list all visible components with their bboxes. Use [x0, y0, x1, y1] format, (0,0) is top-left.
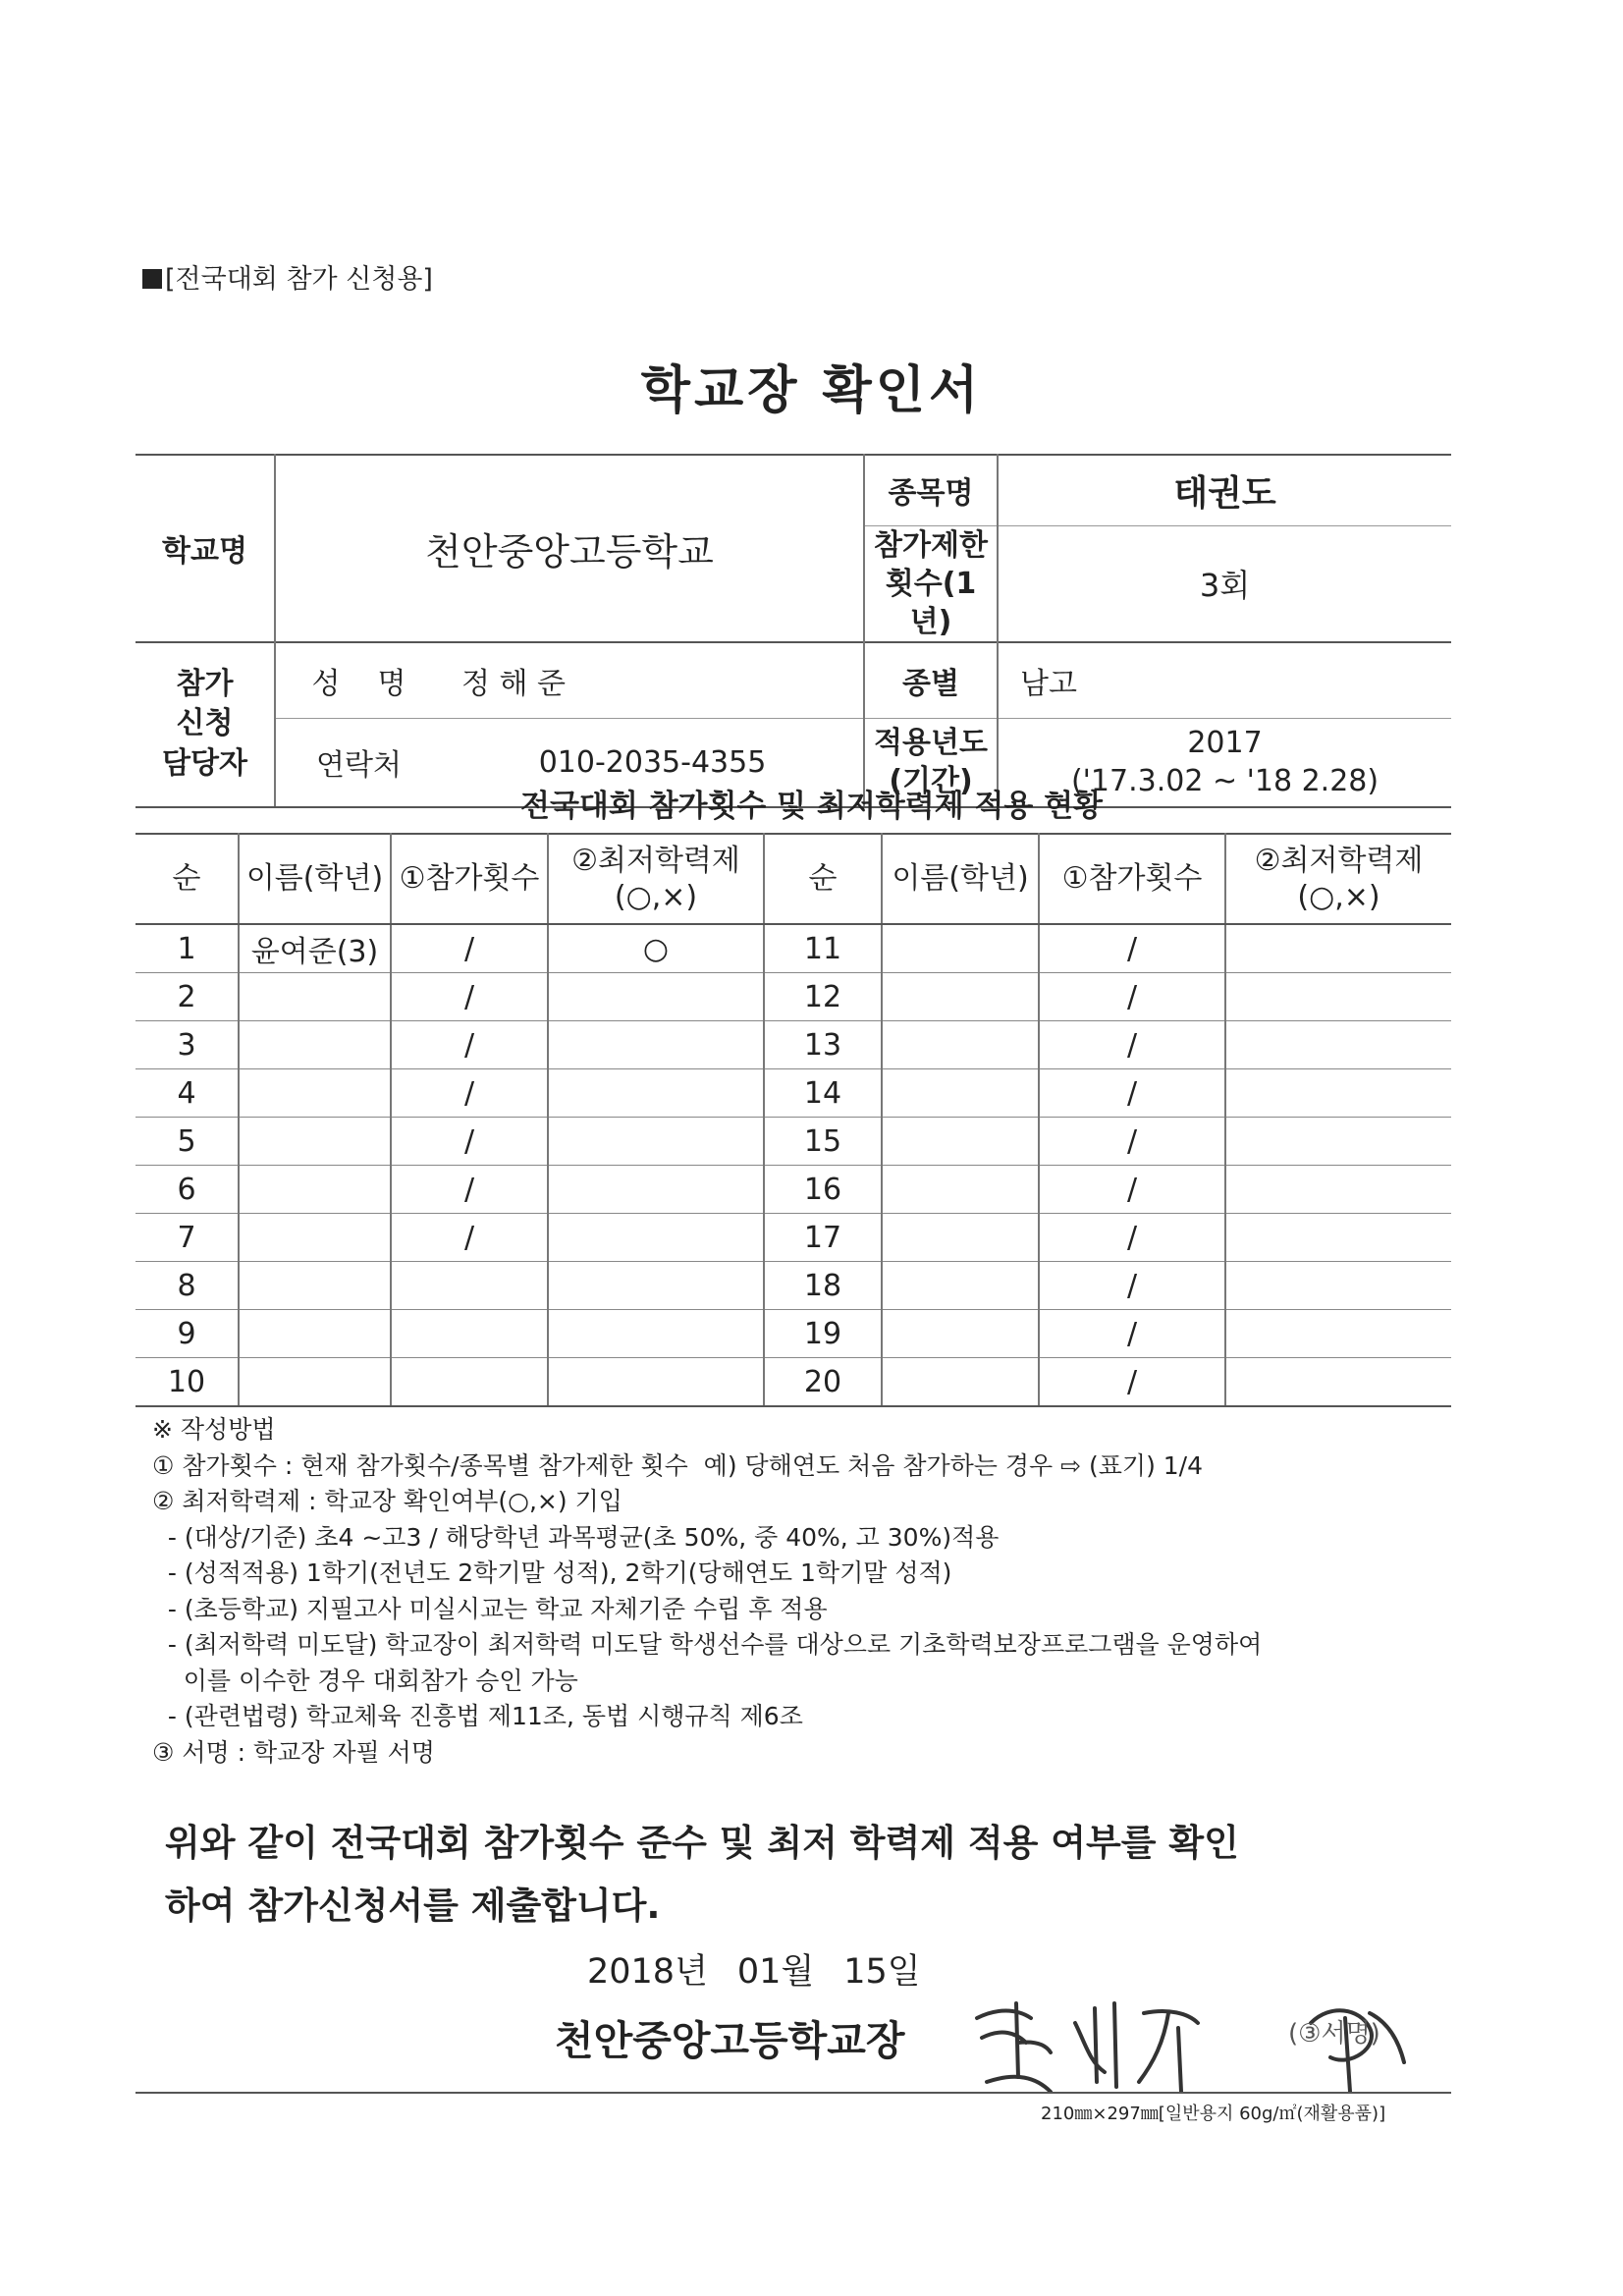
row-name	[239, 1310, 391, 1358]
row-min	[548, 973, 764, 1021]
row-min	[548, 1166, 764, 1214]
row-name	[882, 924, 1039, 973]
row-no: 4	[135, 1069, 239, 1118]
page-title: 학교장 확인서	[640, 361, 983, 420]
row-min	[1225, 1069, 1451, 1118]
row-count	[391, 1358, 548, 1407]
row-count: /	[391, 924, 548, 973]
row-count: /	[391, 1118, 548, 1166]
row-name	[882, 973, 1039, 1021]
school-label: 학교명	[135, 455, 275, 642]
status-table-body	[135, 924, 1451, 1406]
row-no: 18	[764, 1262, 882, 1310]
name-value: 정 해 준	[442, 642, 864, 719]
table-row	[135, 1310, 1451, 1358]
form-tag	[142, 257, 433, 296]
note-line: - (관련법령) 학교체육 진흥법 제11조, 동법 시행규칙 제6조	[152, 1702, 803, 1730]
row-name	[882, 1358, 1039, 1407]
table-row	[135, 973, 1451, 1021]
row-no: 20	[764, 1358, 882, 1407]
submission-date: 2018년 01월 15일	[587, 1952, 921, 1992]
table-row	[135, 1166, 1451, 1214]
event-label: 종목명	[864, 455, 998, 525]
row-no: 12	[764, 973, 882, 1021]
row-min	[548, 1310, 764, 1358]
row-no: 8	[135, 1262, 239, 1310]
row-name	[239, 1021, 391, 1069]
row-no: 3	[135, 1021, 239, 1069]
year-label: 적용년도 (기간)	[864, 719, 998, 807]
row-min	[1225, 1358, 1451, 1407]
header-name: 이름(학년)	[882, 834, 1039, 924]
row-count	[391, 1262, 548, 1310]
row-count: /	[1039, 1214, 1225, 1262]
row-count: /	[1039, 1358, 1225, 1407]
row-count: /	[1039, 924, 1225, 973]
row-count: /	[391, 1166, 548, 1214]
row-count: /	[1039, 1262, 1225, 1310]
row-min	[1225, 924, 1451, 973]
row-count: /	[391, 973, 548, 1021]
row-name	[239, 1214, 391, 1262]
row-no: 1	[135, 924, 239, 973]
row-min	[1225, 1021, 1451, 1069]
row-name	[882, 1069, 1039, 1118]
row-name	[239, 1262, 391, 1310]
limit-label: 참가제한 횟수(1년)	[864, 525, 998, 642]
row-min: ○	[548, 924, 764, 973]
row-no: 11	[764, 924, 882, 973]
bottom-divider	[135, 2092, 1451, 2094]
row-no: 10	[135, 1358, 239, 1407]
category-label: 종별	[864, 642, 998, 719]
table-row	[135, 1021, 1451, 1069]
school-value: 천안중앙고등학교	[275, 455, 864, 642]
limit-value: 3회	[998, 525, 1451, 642]
square-bullet-icon	[142, 269, 162, 289]
table-row	[135, 1358, 1451, 1407]
header-name: 이름(학년)	[239, 834, 391, 924]
year-value: 2017 ('17.3.02 ~ '18 2.28)	[998, 719, 1451, 807]
row-name	[239, 1166, 391, 1214]
period-value: ('17.3.02 ~ '18 2.28)	[1070, 764, 1380, 799]
note-line: 이를 이수한 경우 대회참가 승인 가능	[152, 1666, 578, 1695]
status-subtitle: 전국대회 참가횟수 및 최저학력제 적용 현황	[520, 789, 1103, 824]
row-name	[239, 973, 391, 1021]
row-no: 7	[135, 1214, 239, 1262]
row-min	[1225, 1262, 1451, 1310]
contact-label: 연락처	[275, 719, 442, 807]
row-count: /	[1039, 1310, 1225, 1358]
header-min: ②최저학력제 (○,×)	[548, 834, 764, 924]
category-value: 남고	[998, 642, 1451, 719]
table-row	[135, 1069, 1451, 1118]
row-count: /	[1039, 1021, 1225, 1069]
principal-title: 천안중앙고등학교장	[555, 2017, 905, 2064]
note-line: - (최저학력 미도달) 학교장이 최저학력 미도달 학생선수를 대상으로 기초학력보장프로그램을 운영하여	[152, 1630, 1263, 1659]
row-min	[1225, 1310, 1451, 1358]
row-no: 15	[764, 1118, 882, 1166]
row-min	[1225, 1214, 1451, 1262]
table-row	[135, 1214, 1451, 1262]
row-name	[239, 1358, 391, 1407]
row-min	[548, 1118, 764, 1166]
row-count: /	[391, 1021, 548, 1069]
row-no: 19	[764, 1310, 882, 1358]
row-count: /	[1039, 973, 1225, 1021]
name-label: 성 명	[275, 642, 442, 719]
contact-value: 010-2035-4355	[442, 719, 864, 807]
note-line: ② 최저학력제 : 학교장 확인여부(○,×) 기입	[152, 1487, 622, 1515]
header-count: ①참가횟수	[1039, 834, 1225, 924]
signature-mark: (③서명)	[1288, 2019, 1380, 2049]
table-row	[135, 1262, 1451, 1310]
row-no: 2	[135, 973, 239, 1021]
note-line: ① 참가횟수 : 현재 참가횟수/종목별 참가제한 횟수 예) 당해연도 처음 참가하는 경우 ⇨ (표기) 1/4	[152, 1450, 1204, 1480]
row-name	[882, 1118, 1039, 1166]
note-line: ※ 작성방법	[152, 1415, 276, 1444]
row-no: 14	[764, 1069, 882, 1118]
row-min	[548, 1214, 764, 1262]
table-row	[135, 1118, 1451, 1166]
row-name	[239, 1118, 391, 1166]
applicant-label: 참가 신청 담당자	[135, 642, 275, 807]
row-min	[548, 1021, 764, 1069]
header-no: 순	[764, 834, 882, 924]
row-min	[548, 1358, 764, 1407]
writing-instructions	[152, 1412, 1262, 1771]
header-min: ②최저학력제 (○,×)	[1225, 834, 1451, 924]
row-min	[1225, 973, 1451, 1021]
row-min	[548, 1069, 764, 1118]
row-no: 17	[764, 1214, 882, 1262]
row-name	[239, 1069, 391, 1118]
row-min	[548, 1262, 764, 1310]
row-min	[1225, 1166, 1451, 1214]
row-name	[882, 1310, 1039, 1358]
table-row	[135, 924, 1451, 973]
row-no: 6	[135, 1166, 239, 1214]
header-count: ①참가횟수	[391, 834, 548, 924]
form-tag-text: [전국대회 참가 신청용]	[165, 264, 433, 295]
row-count: /	[391, 1214, 548, 1262]
paper-spec: 210㎜×297㎜[일반용지 60g/㎡(재활용품)]	[1041, 2104, 1386, 2124]
row-count: /	[1039, 1069, 1225, 1118]
header-no: 순	[135, 834, 239, 924]
note-line: - (대상/기준) 초4 ~고3 / 해당학년 과목평균(초 50%, 중 40%, 고 30%)적용	[152, 1522, 1000, 1552]
row-count	[391, 1310, 548, 1358]
row-name	[882, 1214, 1039, 1262]
row-name	[882, 1166, 1039, 1214]
row-no: 5	[135, 1118, 239, 1166]
status-table	[135, 833, 1451, 1407]
row-no: 9	[135, 1310, 239, 1358]
row-no: 13	[764, 1021, 882, 1069]
note-line: - (성적적용) 1학기(전년도 2학기말 성적), 2학기(당해연도 1학기말 성적)	[152, 1558, 952, 1587]
confirmation-text: 위와 같이 전국대회 참가횟수 준수 및 최저 학력제 적용 여부를 확인 하여 참가신청서를 제출합니다.	[165, 1822, 1239, 1927]
row-count: /	[1039, 1166, 1225, 1214]
event-value: 태권도	[998, 455, 1451, 525]
row-count: /	[1039, 1118, 1225, 1166]
row-name	[882, 1021, 1039, 1069]
row-name: 윤여준(3)	[239, 924, 391, 973]
info-table	[135, 454, 1451, 808]
row-no: 16	[764, 1166, 882, 1214]
row-min	[1225, 1118, 1451, 1166]
note-line: - (초등학교) 지필고사 미실시교는 학교 자체기준 수립 후 적용	[152, 1594, 828, 1623]
row-name	[882, 1262, 1039, 1310]
note-line: ③ 서명 : 학교장 자필 서명	[152, 1737, 435, 1767]
row-count: /	[391, 1069, 548, 1118]
